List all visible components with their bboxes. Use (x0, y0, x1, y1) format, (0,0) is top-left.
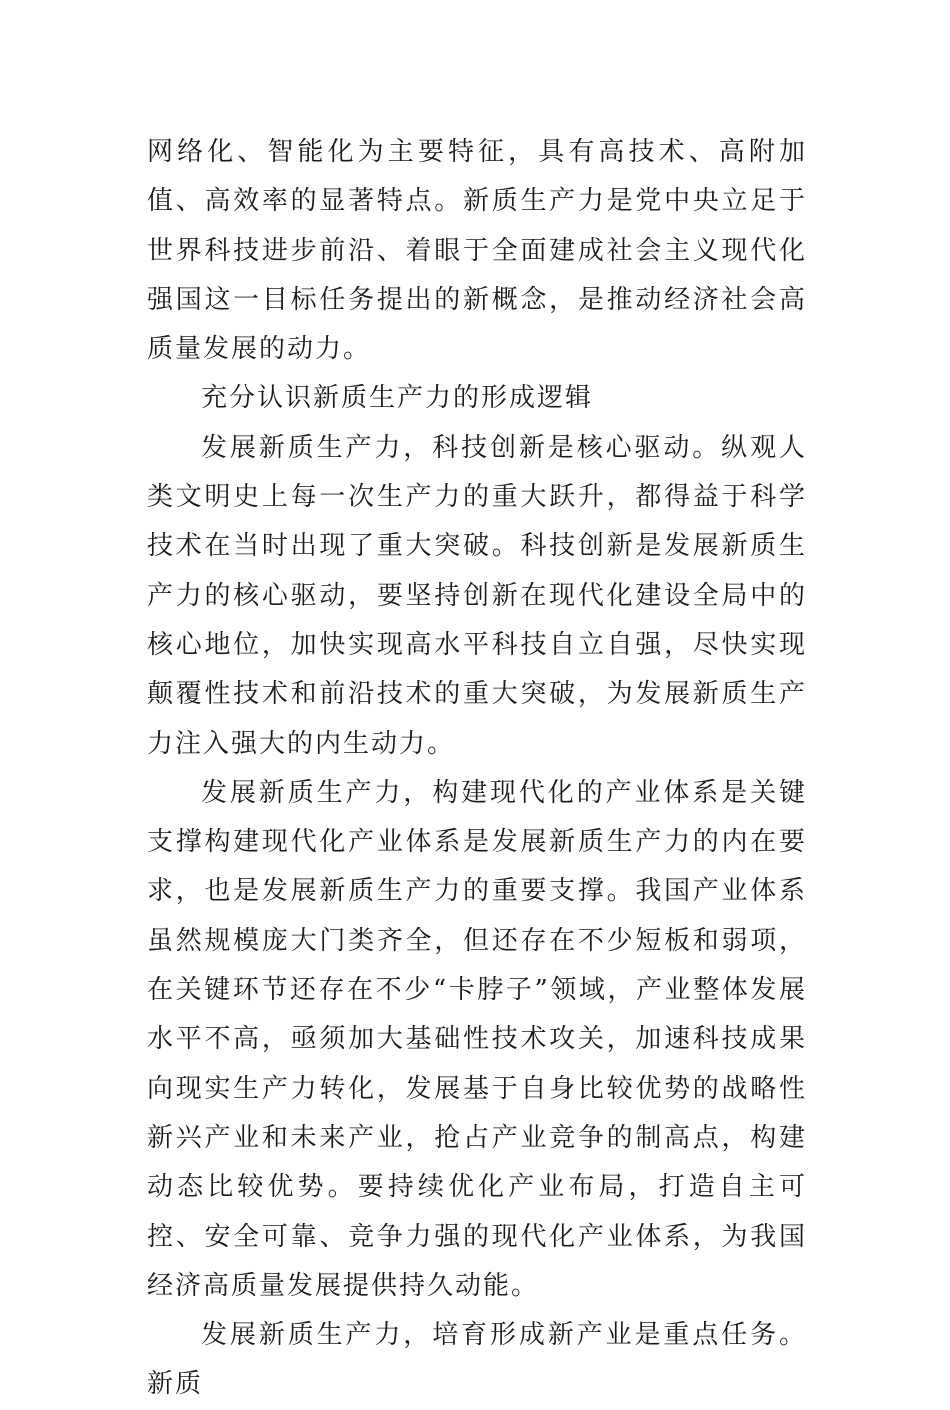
document-body (147, 128, 807, 1410)
paragraph-continuation: 网络化、智能化为主要特征，具有高技术、高附加值、高效率的显著特点。新质生产力是党中央立足于世界科技进步前沿、着眼于全面建成社会主义现代化强国这一目标任务提出的新概念，是推动经济社会高质量发展的动力。 (147, 137, 807, 365)
section-heading: 充分认识新质生产力的形成逻辑 (201, 383, 594, 414)
paragraph-tech-innovation: 发展新质生产力，科技创新是核心驱动。纵观人类文明史上每一次生产力的重大跃升，都得益于科学技术在当时出现了重大突破。科技创新是发展新质生产力的核心驱动，要坚持创新在现代化建设全局中的核心地位，加快实现高水平科技自立自强，尽快实现颠覆性技术和前沿技术的重大突破，为发展新质生产力注入强大的内生动力。 (147, 432, 807, 759)
paragraph-new-industries: 发展新质生产力，培育形成新产业是重点任务。新质 (147, 1320, 807, 1400)
paragraph-industrial-system: 发展新质生产力，构建现代化的产业体系是关键支撑构建现代化产业体系是发展新质生产力的内在要求，也是发展新质生产力的重要支撑。我国产业体系虽然规模庞大门类齐全，但还存在不少短板和弱项，在关键环节还存在不少“卡脖子”领域，产业整体发展水平不高，亟须加大基础性技术攻关，加速科技成果向现实生产力转化，发展基于自身比较优势的战略性新兴产业和未来产业，抢占产业竞争的制高点，构建动态比较优势。要持续优化产业布局，打造自主可控、安全可靠、竞争力强的现代化产业体系，为我国经济高质量发展提供持久动能。 (147, 777, 807, 1301)
